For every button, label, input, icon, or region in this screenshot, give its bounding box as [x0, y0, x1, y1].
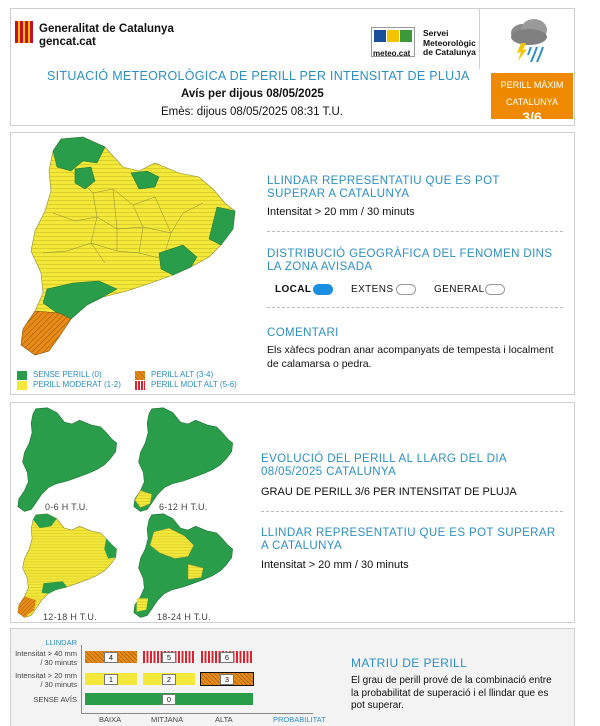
matrix-y-title: LLINDAR [45, 638, 77, 647]
matrix-y-axis [81, 645, 82, 713]
org-url[interactable]: gencat.cat [39, 36, 96, 48]
legend-label: PERILL MODERAT (1-2) [33, 380, 121, 389]
matrix-cell: 0 [85, 693, 253, 705]
threshold-value: Intensitat > 20 mm / 30 minuts [267, 206, 415, 218]
meteo-logo-text: meteo.cat [373, 49, 411, 58]
evolution-threshold-value: Intensitat > 20 mm / 30 minuts [261, 559, 409, 571]
matrix-x-axis [81, 713, 313, 714]
header-divider [479, 9, 480, 69]
evolution-maps [11, 403, 251, 623]
servei-name: Servei Meteorològic de Catalunya [423, 28, 476, 57]
matrix-row-label: Intensitat > 40 mm / 30 minuts [15, 649, 77, 667]
legend-yellow-swatch [17, 381, 27, 390]
matrix-title: MATRIU DE PERILL [351, 656, 468, 670]
evolution-value: GRAU DE PERILL 3/6 PER INTENSITAT DE PLUJA [261, 486, 517, 498]
option-general-radio[interactable] [485, 284, 505, 295]
legend-label: SENSE PERILL (0) [33, 370, 102, 379]
matrix-x-title: PROBABILITAT [273, 715, 326, 724]
matrix-cell-active: 3 [201, 673, 253, 685]
matrix-panel [10, 628, 575, 726]
map-panel [10, 132, 575, 395]
legend-red-swatch [135, 381, 145, 390]
matrix-cell: 2 [143, 673, 195, 685]
matrix-cell: 6 [201, 651, 253, 663]
comments-title: COMENTARI [267, 327, 339, 339]
period-label: 18-24 H T.U. [157, 612, 211, 622]
distribution-title: DISTRIBUCIÓ GEOGRÀFICA DEL FENOMEN DINS LA ZONA AVISADA [267, 248, 553, 273]
evolution-threshold-title: LLINDAR REPRESENTATIU QUE ES POT SUPERAR A CATALUNYA [261, 527, 556, 552]
rain-cloud-icon [501, 15, 557, 63]
matrix-row-label: SENSE AVÍS [33, 695, 77, 704]
legend-orange-swatch [135, 371, 145, 380]
matrix-cell: 5 [143, 651, 195, 663]
period-label: 12-18 H T.U. [43, 612, 97, 622]
emission-time: Emès: dijous 08/05/2025 08:31 T.U. [161, 106, 343, 118]
comments-text: Els xàfecs podran anar acompanyats de tempesta i localment de calamarsa o pedra. [267, 344, 554, 370]
option-local-label: LOCAL [275, 284, 312, 295]
legend-label: PERILL MOLT ALT (5-6) [151, 380, 237, 389]
matrix-row-label: Intensitat > 20 mm / 30 minuts [15, 671, 77, 689]
matrix-cell: 4 [85, 651, 137, 663]
matrix-text: El grau de perill prové de la combinació entre la probabilitat de superació i el llindar que es pot superar. [351, 675, 552, 711]
max-danger-badge: PERILL MÀXIM CATALUNYA 3/6 [491, 73, 573, 119]
matrix-cell: 1 [85, 673, 137, 685]
divider [261, 511, 563, 512]
page-title: SITUACIÓ METEOROLÒGICA DE PERILL PER INTENSITAT DE PLUJA [47, 69, 470, 83]
divider [267, 307, 563, 308]
header-panel [10, 8, 575, 126]
map-0-6 [18, 408, 117, 512]
matrix-x-label: ALTA [215, 715, 233, 724]
evolution-title: EVOLUCIÓ DEL PERILL AL LLARG DEL DIA 08/05/2025 CATALUNYA [261, 453, 507, 478]
danger-map [13, 133, 245, 361]
option-general-label: GENERAL [434, 284, 485, 295]
matrix-x-label: MITJANA [151, 715, 184, 724]
option-extens-radio[interactable] [396, 284, 416, 295]
option-extens-label: EXTENS [351, 284, 394, 295]
period-label: 6-12 H T.U. [159, 502, 208, 512]
divider [267, 231, 563, 232]
period-label: 0-6 H T.U. [45, 502, 89, 512]
legend-label: PERILL ALT (3-4) [151, 370, 214, 379]
matrix-x-label: BAIXA [99, 715, 122, 724]
org-name: Generalitat de Catalunya [39, 23, 174, 35]
legend-green-swatch [17, 371, 27, 380]
max-danger-value: 3/6 [522, 109, 542, 125]
generalitat-logo-icon [15, 21, 33, 43]
option-local-radio[interactable] [313, 284, 333, 295]
avis-date: Avís per dijous 08/05/2025 [181, 88, 324, 100]
evolution-panel [10, 402, 575, 623]
threshold-title: LLINDAR REPRESENTATIU QUE ES POT SUPERAR A CATALUNYA [267, 175, 500, 200]
